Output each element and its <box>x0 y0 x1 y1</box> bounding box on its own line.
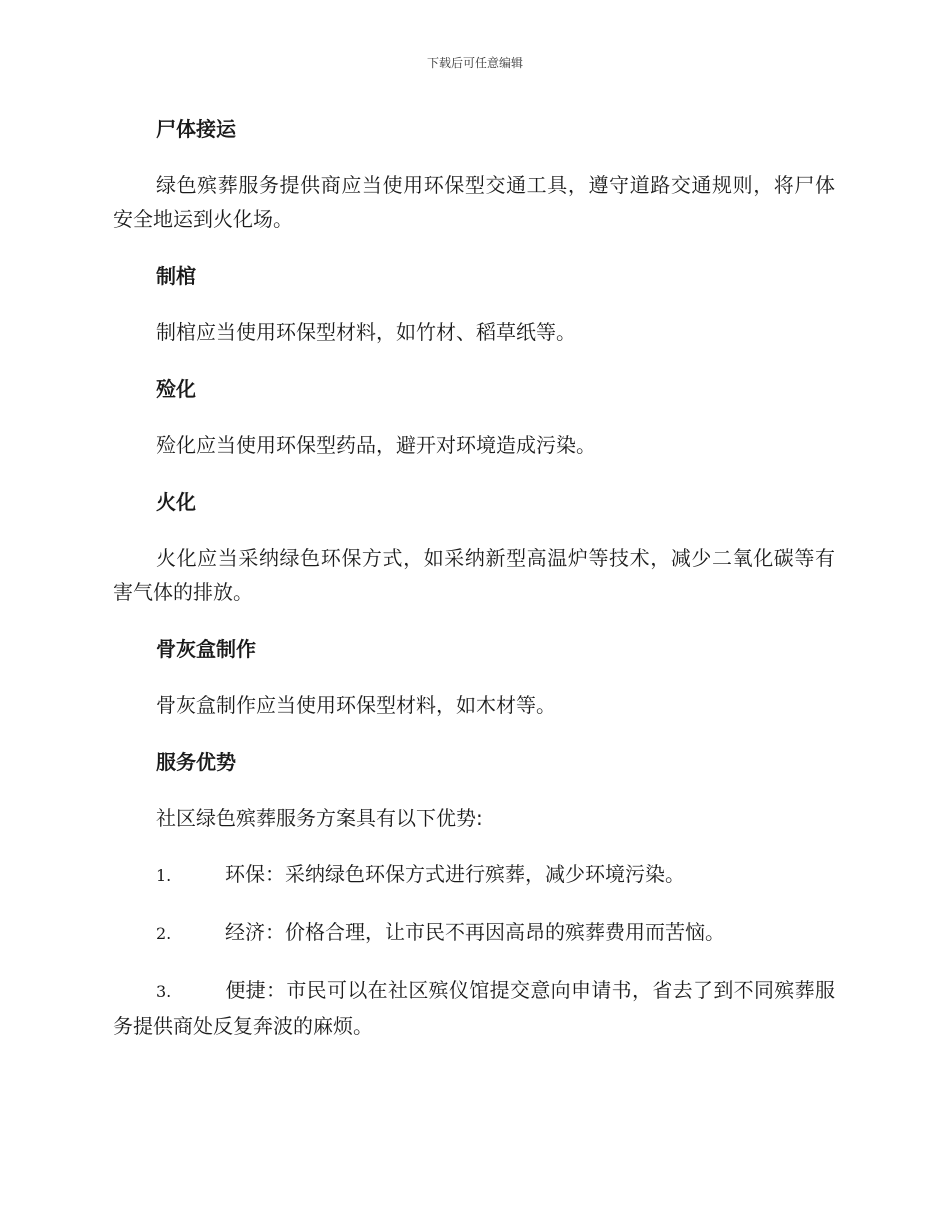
list-item-number: 2. <box>156 924 172 943</box>
list-item <box>113 973 835 1043</box>
section-title-cremation: 火化 <box>156 490 196 514</box>
list-item <box>113 857 835 893</box>
section-body-transport: 绿色殡葬服务提供商应当使用环保型交通工具，遵守道路交通规则，将尸体安全地运到火化场。 <box>113 173 835 231</box>
advantages-intro: 社区绿色殡葬服务方案具有以下优势: <box>156 806 483 830</box>
list-item-number: 1. <box>156 866 172 885</box>
list-item-text: 经济：价格合理，让市民不再因高昂的殡葬费用而苦恼。 <box>225 920 725 944</box>
list-item-number: 3. <box>156 982 172 1001</box>
list-item <box>113 915 835 951</box>
section-title-coffin: 制棺 <box>156 264 196 288</box>
section-title-embalming: 殓化 <box>156 377 196 401</box>
section-title-advantages: 服务优势 <box>156 750 236 774</box>
document-content <box>113 112 835 1043</box>
section-title-transport: 尸体接运 <box>156 117 236 141</box>
section-body-urn: 骨灰盒制作应当使用环保型材料，如木材等。 <box>156 693 556 717</box>
list-item-text: 便捷：市民可以在社区殡仪馆提交意向申请书，省去了到不同殡葬服务提供商处反复奔波的麻烦。 <box>113 978 835 1038</box>
section-body-embalming: 殓化应当使用环保型药品，避开对环境造成污染。 <box>156 433 596 457</box>
header-note: 下载后可任意编辑 <box>426 56 523 70</box>
list-item-text: 环保：采纳绿色环保方式进行殡葬，减少环境污染。 <box>225 862 685 886</box>
section-body-coffin: 制棺应当使用环保型材料，如竹材、稻草纸等。 <box>156 320 576 344</box>
section-title-urn: 骨灰盒制作 <box>156 637 256 661</box>
section-body-cremation: 火化应当采纳绿色环保方式，如采纳新型高温炉等技术，减少二氧化碳等有害气体的排放。 <box>113 546 835 604</box>
